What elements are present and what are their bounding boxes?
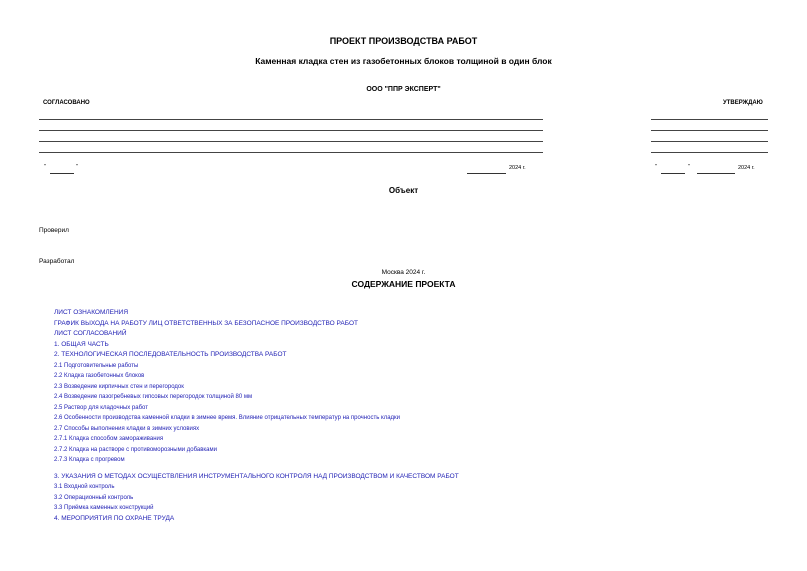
toc-link-2-1[interactable]: 2.1 Подготовительные работы	[54, 362, 139, 369]
toc-link-acquaintance-sheet[interactable]: ЛИСТ ОЗНАКОМЛЕНИЯ	[54, 309, 129, 316]
signature-line-left-3	[39, 141, 543, 142]
toc-link-2-7[interactable]: 2.7 Способы выполнения кладки в зимних условиях	[54, 425, 200, 432]
date-quote-open-left: "	[44, 164, 46, 170]
approved-by-label: СОГЛАСОВАНО	[43, 100, 90, 106]
toc-link-3-3[interactable]: 3.3 Приёмка каменных конструкций	[54, 505, 154, 511]
toc-link-responsible-schedule[interactable]: ГРАФИК ВЫХОДА НА РАБОТУ ЛИЦ ОТВЕТСТВЕННЫХ ЗА БЕЗОПАСНОЕ ПРОИЗВОДСТВО РАБОТ	[54, 319, 358, 327]
toc-link-2-7-3[interactable]: 2.7.3 Кладка с прогревом	[54, 457, 125, 463]
date-quote-open-right: "	[655, 164, 657, 170]
signature-line-right-3	[651, 141, 768, 142]
table-of-contents	[54, 308, 459, 524]
toc-title: СОДЕРЖАНИЕ ПРОЕКТА	[351, 279, 456, 289]
toc-link-2-5[interactable]: 2.5 Раствор для кладочных работ	[54, 404, 148, 411]
date-month-blank-right	[697, 173, 735, 174]
toc-link-2-7-1[interactable]: 2.7.1 Кладка способом замораживания	[54, 436, 164, 442]
toc-link-labor-protection[interactable]: 4. МЕРОПРИЯТИЯ ПО ОХРАНЕ ТРУДА	[54, 514, 175, 522]
confirm-label: УТВЕРЖДАЮ	[723, 100, 763, 106]
date-month-blank-left	[467, 173, 506, 174]
toc-link-approval-sheet[interactable]: ЛИСТ СОГЛАСОВАНИЙ	[54, 330, 127, 337]
document-title: ПРОЕКТ ПРОИЗВОДСТВА РАБОТ	[329, 36, 478, 46]
city-year: Москва 2024 г.	[381, 269, 426, 276]
date-quote-close-left: "	[76, 164, 78, 170]
developed-by-label: Разработал	[39, 258, 75, 265]
toc-link-tech-sequence[interactable]: 2. ТЕХНОЛОГИЧЕСКАЯ ПОСЛЕДОВАТЕЛЬНОСТЬ ПРОИЗВОДСТВА РАБОТ	[54, 351, 287, 358]
signature-line-left-2	[39, 130, 543, 131]
signature-line-left-4	[39, 152, 543, 153]
toc-link-3-1[interactable]: 3.1 Входной контроль	[54, 484, 115, 490]
toc-link-2-3[interactable]: 2.3 Возведение кирпичных стен и перегородок	[54, 383, 184, 390]
object-label: Объект	[388, 186, 419, 195]
document-subtitle: Каменная кладка стен из газобетонных блоков толщиной в один блок	[255, 56, 552, 66]
signature-line-right-2	[651, 130, 768, 131]
signature-line-left-1	[39, 119, 543, 120]
toc-link-2-2[interactable]: 2.2 Кладка газобетонных блоков	[54, 373, 145, 379]
date-quote-close-right: "	[688, 164, 690, 170]
toc-link-2-4[interactable]: 2.4 Возведение пазогребневых гипсовых перегородок толщиной 80 мм	[54, 394, 253, 400]
checked-by-label: Проверил	[39, 227, 69, 234]
toc-link-general-part[interactable]: 1. ОБЩАЯ ЧАСТЬ	[54, 340, 109, 348]
date-year-right: 2024 г.	[738, 165, 755, 171]
date-day-blank-left	[50, 173, 74, 174]
organization-name: ООО "ППР ЭКСПЕРТ"	[366, 86, 441, 93]
date-year-left: 2024 г.	[509, 165, 526, 171]
toc-link-2-6[interactable]: 2.6 Особенности производства каменной кладки в зимнее время. Влияние отрицательных температур на прочность кладки	[54, 415, 401, 421]
toc-link-3-2[interactable]: 3.2 Операционный контроль	[54, 494, 134, 501]
toc-link-instrumental-control[interactable]: 3. УКАЗАНИЯ О МЕТОДАХ ОСУЩЕСТВЛЕНИЯ ИНСТРУМЕНТАЛЬНОГО КОНТРОЛЯ НАД ПРОИЗВОДСТВОМ И КАЧЕСТВОМ РАБОТ	[54, 472, 459, 480]
signature-line-right-1	[651, 119, 768, 120]
date-day-blank-right	[661, 173, 685, 174]
signature-line-right-4	[651, 152, 768, 153]
toc-link-2-7-2[interactable]: 2.7.2 Кладка на растворе с противоморозными добавками	[54, 446, 217, 453]
